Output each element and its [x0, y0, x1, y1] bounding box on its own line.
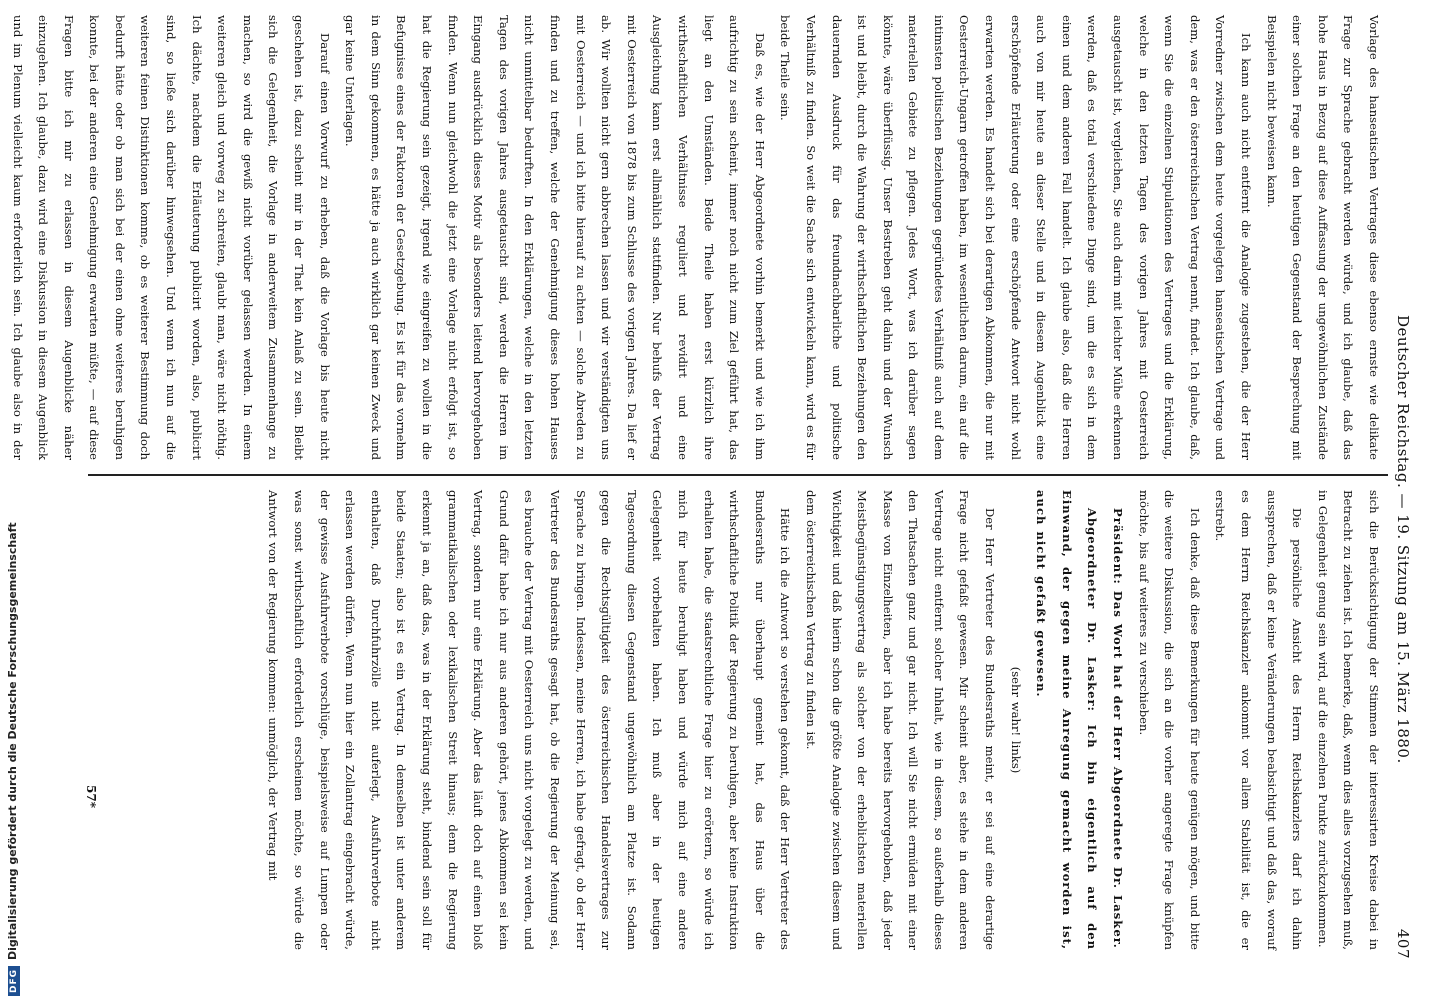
column-divider	[88, 474, 1388, 476]
left-column	[10, 15, 1386, 460]
paragraph: Ich denke, daß diese Bemerkungen für heute genügen mögen, und bitte die weitere Diskussion, die sich an die vorher angeregte Frage knüpfen möchte, bis auf weiteres zu verschieben.	[1136, 490, 1202, 950]
paragraph: Daß es, wie der Herr Abgeordnete vorhin bemerkt und wie ich ihm aufrichtig zu sein scheint, immer noch nicht zum Ziel geführt hat, das liegt an den Umständen. Beide Theile haben erst kürzlich ihre wirthschaftlichen Verhältnisse reguliert und revidirt und eine Ausgleichung kann erst allmählich stattfinden. Nur behufs der Vertrag mit Oesterreich von 1878 bis zum Schlusse des vorigen Jahres. Da lief er ab. Wir wollten nicht gern abbrechen lassen und wir verständigten uns mit Oesterreich — und ich bitte hierauf zu achten — solche Abreden zu finden und zu treffen, welche der Genehmigung dieses hohen Hauses nicht unmittelbar bedurften. In den Erklärungen, welche in den letzten Tagen des vorigen Jahres ausgetauscht sind, werden die Herren im Eingang ausdrücklich dieses Motiv als besonders leitend hervorgehoben finden. Wenn nun gleichwohl die jetzt eine Vorlage nicht erfolgt ist, so hat die Regierung sein gezeigt, irgend wie eingreifen zu wollen in die Befugnisse eines der Faktoren der Gesetzgebung. Es ist für das vornehm in dem Sinn gekommen, es hätte ja auch wirklich gar keinen Zweck und gar keine Unterlagen.	[343, 15, 767, 460]
paragraph: Ich kann auch nicht entfernt die Analogie zugestehen, die der Herr Vorredner zwischen dem heute vorgelegten hanseatischen Vertrage und dem, was er den österreichischen Vertrag nennt, findet. Ich glaube, daß, wenn Sie die einzelnen Stipulationen des Vertrages und die Erklärung, welche in den letzten Tagen des vorigen Jahres mit Oesterreich ausgetauscht ist, vergleichen, Sie auch darin mit leichter Mühe erkennen werden, daß es total verschiedene Dinge sind, um die es sich in dem einen und dem anderen Fall handelt. Ich glaube also, daß die Herren auch von mir heute an dieser Stelle und in diesem Augenblick eine erschöpfende Erläuterung oder eine erschöpfende Antwort nicht wohl erwarten werden. Es handelt sich bei derartigen Abkommen, die nur mit Oesterreich-Ungarn getroffen haben, im wesentlichen darum, ein auf die intimsten politischen Beziehungen gegründetes Verhältniß auch auf dem materiellen Gebiete zu pflegen. Jedes Wort, was ich darüber sagen könnte, wäre überflüssig. Unser Bestreben geht dahin und der Wunsch ist und bleibt, durch die Wahrung der wirthschaftlichen Beziehungen den dauernden Ausdruck für das freundnachbarliche und politische Verhältniß zu finden. So weit die Sache sich entwickeln kann, wird es für beide Theile sein.	[778, 15, 1254, 460]
paragraph: Der Herr Vertreter des Bundesraths meint, er sei auf eine derartige Frage nicht gefaßt gewesen. Mir scheint aber, es stehe in dem anderen Vertrage nicht entfernt solcher Inhalt, wie in diesem, so außerhalb dieses den Thatsachen ganz und gar nicht. Ich will Sie nicht ermüden mit einer Masse von Einzelheiten, aber ich habe bereits hervorgehoben, daß jeder Meistbegünstigungsvertrag als solcher von der erheblichsten materiellen Wichtigkeit und daß hierin schon die größte Analogie zwischen diesem und dem österreichischen Vertrag zu finden ist.	[803, 490, 998, 950]
dfg-logo: DFG	[8, 966, 20, 996]
signature-mark: 57*	[84, 785, 98, 808]
page-number: 407	[1394, 928, 1412, 959]
speaker-paragraph: Abgeordneter Dr. Lasker: Ich bin eigentlich auf den Einwand, der gegen meine Anregung gemacht worden ist, auch nicht gefaßt gewesen.	[1034, 490, 1100, 950]
credit-text: Digitalisierung gefördert durch die Deutsche Forschungsgemeinschaft	[6, 522, 19, 960]
digitization-credit	[6, 0, 20, 996]
speaker-paragraph: Präsident: Das Wort hat der Herr Abgeordnete Dr. Lasker.	[1111, 508, 1126, 949]
paragraph: Die persönliche Ansicht des Herrn Reichskanzlers darf ich dahin aussprechen, daß er keine Veränderungen beabsichtigt und daß das, worauf es dem Herrn Reichskanzler ankommt vor allem Stabilität ist, die er erstrebt.	[1213, 490, 1305, 950]
paragraph: Darauf einen Vorwurf zu erheben, daß die Vorlage bis heute nicht geschehen ist, dazu scheint mir in der That kein Anlaß zu sein. Bleibt sich die Gelegenheit, die Vorlage in anderweitem Zusammenhange zu machen, so wird die gewiß nicht vorüber gelassen werden. In einem weiteren gleich und vorweg zu schreiten, glaubt man, wäre nicht nöthig. Ich dächte, nachdem die Erläuterung publicirt worden, also, publicirt sind, so ließe sich darüber hinwegsehen. Und wenn ich nun auf die weiteren feinen Distinktionen komme, ob es weiterer Bestimmung doch bedurft hätte oder ob man sich bei der einen ohne weiteres beruhigen konnte, bei der anderen eine Genehmigung erwarten müßte, — auf diese Fragen bitte ich mir zu erlassen in diesem Augenblicke näher einzugehen. Ich glaube, dazu wird eine Diskussion in diesem Augenblick und im Plenum vielleicht kaum erforderlich sein. Ich glaube also in der	[10, 15, 332, 460]
page-header	[1390, 15, 1416, 965]
running-title: Deutscher Reichstag. — 19. Sitzung am 15. März 1880.	[1394, 315, 1412, 764]
interjection: (sehr wahr! links)	[1008, 666, 1023, 774]
paragraph: Hätte ich die Antwort so verstehen gekonnt, daß der Herr Vertreter des Bundesraths nur überhaupt gemeint hat, das Haus über die wirthschaftliche Politik der Regierung zu beruhigen, aber keine Instruktion erhalten habe, die staatsrechtliche Frage hier zu erörtern, so würde ich mich für heute beruhigt haben und würde mich auf eine andere Gelegenheit vorbehalten haben. Ich muß aber in der heutigen Tagesordnung diesen Gegenstand ungewöhnlich am Platze ist. Sodann gegen die Rechtsgültigkeit des österreichischen Handelsvertrages zur Sprache zu bringen. Indessen, meine Herren, ich habe gefragt, ob der Herr Vertreter des Bundesraths gesagt hat, ob die Regierung der Meinung sei, es brauche der Vertrag mit Oesterreich uns nicht vorgelegt zu werden, und Grund dafür habe ich nur aus anderen gehört, jenes Abkommen sei kein Vertrag, sondern nur eine Erklärung. Aber das läuft doch auf einen bloß grammatikalischen oder lexikalischen Streit hinaus; denn die Regierung erkennt ja an, daß das, was in der Erklärung steht, bindend sein soll für beide Staaten; also ist es ein Vertrag. In demselben ist unter anderem enthalten, daß Durchfuhrzölle nicht auferlegt, Ausfuhrverbote nicht erlassen werden dürfen. Wenn nun hier ein Zollantrag eingebracht würde, der gewisse Ausfuhrverbote vorschlüge, beispielsweise auf Lumpen oder was sonst wirthschaftlich erforderlich erscheinen möchte, so würde die Antwort von der Regierung kommen: unmöglich, der Vertrag mit	[266, 490, 793, 950]
paragraph: sich die Berücksichtigung der Stimmen der interessirten Kreise dabei in Betracht zu ziehen ist. Ich bemerke, daß, wenn dies alles vorzugsehen muß, in Gelegenheit genug sein wird, auf die einzelnen Punkte zurückzukommen.	[1315, 490, 1381, 950]
right-column	[86, 490, 1386, 950]
paragraph: Vorlage des hanseatischen Vertrages diese ebenso ernste wie delikate Frage zur Sprache gebracht werden würde, und ich glaube, daß das hohe Haus in Bezug auf diese Auffassung der ungewöhnlichen Zustände einer solchen Frage an den heutigen Gegenstand der Besprechung mit Beispielen nicht beweisen kann.	[1264, 15, 1381, 460]
